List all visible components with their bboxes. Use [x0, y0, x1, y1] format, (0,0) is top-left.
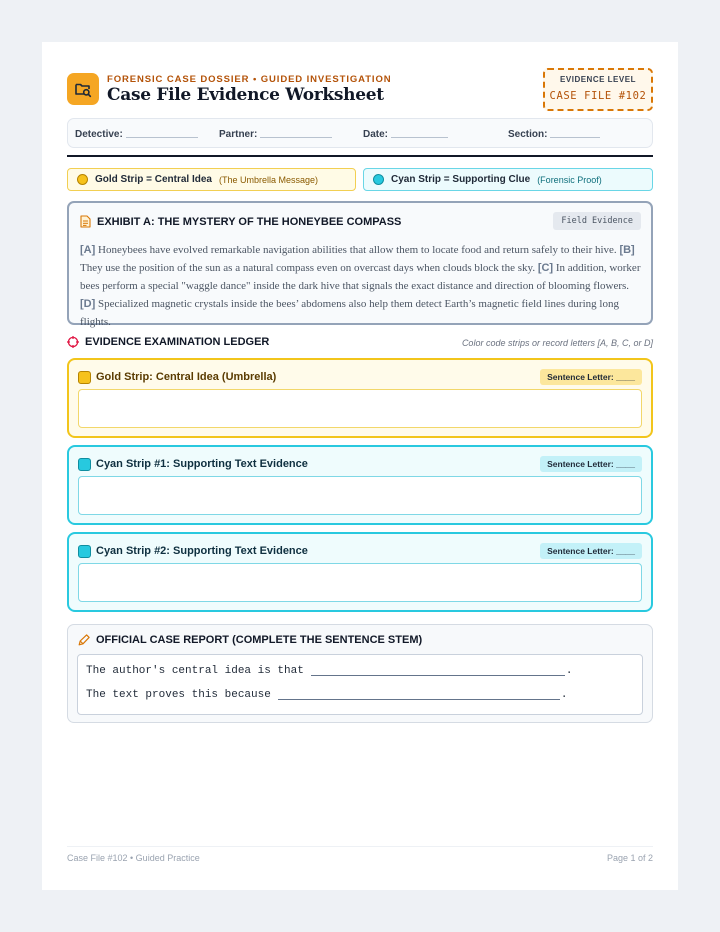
gold-strip-card	[67, 358, 653, 438]
date-blank[interactable]	[391, 137, 448, 138]
case-file-number: CASE FILE #102	[549, 90, 647, 102]
evidence-level-label: EVIDENCE LEVEL	[560, 75, 636, 84]
header-divider	[67, 155, 653, 157]
worksheet-page	[42, 42, 678, 890]
cyan-strip-2-title: Cyan Strip #2: Supporting Text Evidence	[96, 545, 308, 557]
crosshair-icon	[67, 336, 79, 348]
gold-legend-sub: (The Umbrella Message)	[218, 174, 318, 185]
stem-central-idea-text: The author's central idea is that	[86, 665, 304, 677]
sentence-a: Honeybees have evolved remarkable navigation abilities that allow them to locate food and return safely to their hive.	[98, 244, 617, 256]
gold-square-icon	[78, 371, 91, 384]
cyan-1-sentence-letter[interactable]: Sentence Letter: ____	[540, 456, 642, 472]
cyan-strip-1-answer-field[interactable]	[78, 476, 642, 515]
cyan-legend-sub: (Forensic Proof)	[537, 174, 602, 185]
pen-icon	[78, 634, 90, 646]
ledger-header	[67, 336, 269, 348]
partner-label: Partner:	[219, 129, 258, 140]
section-label: Section:	[508, 129, 548, 140]
stem-2-period: .	[560, 689, 568, 701]
section-blank[interactable]	[550, 137, 600, 138]
detective-blank[interactable]	[126, 137, 198, 138]
gold-sentence-letter[interactable]: Sentence Letter: ____	[540, 369, 642, 385]
sentence-c: In addition, worker bees perform a special "waggle dance" inside the dark hive that signals the exact distance and direction of blooming flowers.	[80, 262, 641, 292]
cyan-2-sentence-letter[interactable]: Sentence Letter: ____	[540, 543, 642, 559]
cyan-dot-icon	[373, 174, 384, 185]
sentence-letter-d: [D]	[80, 298, 96, 310]
partner-blank[interactable]	[260, 137, 332, 138]
exhibit-panel	[67, 201, 653, 328]
sentence-letter-c: [C]	[537, 262, 554, 274]
proof-blank[interactable]	[278, 699, 560, 700]
folder-search-icon	[67, 73, 99, 105]
footer-divider	[67, 846, 653, 847]
gold-strip-title: Gold Strip: Central Idea (Umbrella)	[96, 371, 277, 383]
case-report-panel	[67, 624, 653, 723]
stem-central-idea	[86, 665, 572, 677]
document-icon	[80, 215, 91, 228]
gold-legend-name: Gold Strip = Central Idea	[95, 174, 212, 185]
report-stem-box	[77, 654, 643, 715]
ledger-instruction: Color code strips or record letters [A, B, C, or D]	[461, 338, 653, 348]
sentence-d: Specialized magnetic crystals inside the bees’ abdomens also help them detect Earth’s magnetic field lines during long flights.	[80, 298, 619, 328]
stem-proof-text: The text proves this because	[86, 689, 271, 701]
cyan-legend	[363, 168, 653, 191]
detective-field[interactable]	[75, 129, 198, 140]
exhibit-title: EXHIBIT A: THE MYSTERY OF THE HONEYBEE COMPASS	[97, 215, 402, 228]
sentence-b: They use the position of the sun as a natural compass even on overcast days when clouds block the sky.	[80, 262, 536, 274]
section-field[interactable]	[508, 129, 600, 140]
page-title: Case File Evidence Worksheet	[107, 85, 384, 105]
cyan-square-icon	[78, 545, 91, 558]
footer-case-label: Case File #102 • Guided Practice	[67, 853, 200, 863]
cyan-strip-1-title: Cyan Strip #1: Supporting Text Evidence	[96, 458, 308, 470]
exhibit-passage	[80, 241, 646, 331]
cyan-strip-2-answer-field[interactable]	[78, 563, 642, 602]
page-number: Page 1 of 2	[606, 853, 653, 863]
detective-label: Detective:	[75, 129, 123, 140]
student-info-bar	[67, 118, 653, 148]
date-label: Date:	[363, 129, 389, 140]
cyan-strip-2-card	[67, 532, 653, 612]
partner-field[interactable]	[219, 129, 332, 140]
report-header	[78, 634, 422, 646]
central-idea-blank[interactable]	[311, 675, 565, 676]
dossier-kicker: FORENSIC CASE DOSSIER • GUIDED INVESTIGATION	[107, 74, 392, 85]
date-field[interactable]	[363, 129, 448, 140]
cyan-square-icon	[78, 458, 91, 471]
gold-dot-icon	[77, 174, 88, 185]
evidence-level-badge	[543, 68, 653, 111]
gold-strip-answer-field[interactable]	[78, 389, 642, 428]
sentence-letter-b: [B]	[619, 244, 635, 256]
stem-proof	[86, 689, 567, 701]
cyan-legend-name: Cyan Strip = Supporting Clue	[391, 174, 531, 185]
sentence-letter-a: [A]	[80, 244, 96, 256]
stem-1-period: .	[565, 665, 573, 677]
report-title: OFFICIAL CASE REPORT (COMPLETE THE SENTENCE STEM)	[96, 634, 423, 646]
cyan-strip-1-card	[67, 445, 653, 525]
field-evidence-tag: Field Evidence	[553, 212, 641, 230]
gold-legend	[67, 168, 356, 191]
exhibit-header	[80, 215, 401, 228]
ledger-title: EVIDENCE EXAMINATION LEDGER	[85, 336, 270, 348]
